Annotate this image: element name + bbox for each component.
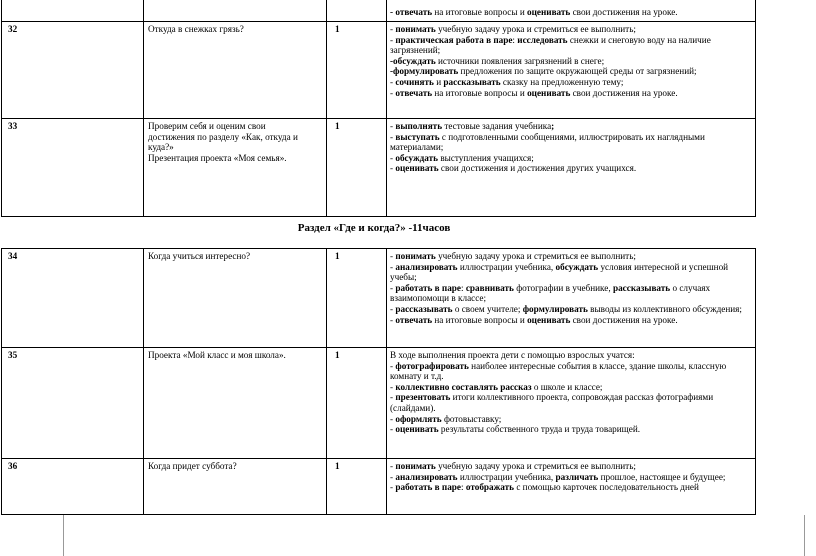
topic-line: Когда придет суббота? — [148, 461, 237, 471]
emphasized-verb: обсуждать — [395, 152, 439, 163]
emphasized-verb: сочинять — [395, 76, 434, 87]
student-activities — [387, 22, 756, 119]
activity-line — [390, 315, 751, 326]
emphasized-verb: отображать — [465, 482, 515, 493]
text-segment: иллюстрации учебника, — [457, 471, 556, 482]
text-segment: - — [390, 76, 396, 87]
emphasized-verb: оценивать — [395, 163, 439, 174]
emphasized-verb: обсуждать — [555, 261, 599, 272]
text-segment: - — [390, 251, 396, 261]
emphasized-verb: - отвечать — [390, 7, 433, 17]
empty-cell — [327, 0, 387, 22]
activity-line — [390, 283, 751, 304]
activity-line — [390, 350, 751, 361]
activity-line — [390, 461, 751, 472]
student-activities — [387, 459, 756, 515]
text-segment: : — [461, 482, 466, 493]
text-segment: - — [390, 163, 396, 174]
activity-line — [390, 262, 751, 283]
text-segment: условия интересной и успешной учебы; — [390, 261, 729, 283]
text-segment: фотовыставку; — [441, 413, 502, 424]
lesson-hours: 1 — [327, 459, 387, 515]
activity-line — [390, 361, 751, 382]
text-segment: на итоговые вопросы и — [432, 87, 528, 98]
activity-line — [390, 414, 751, 425]
table-row — [2, 22, 756, 119]
activity-line — [390, 77, 751, 88]
text-segment: - — [390, 282, 396, 293]
topic-line: достижения по разделу «Как, откуда и — [148, 131, 298, 142]
emphasized-verb: отвечать — [395, 87, 433, 98]
emphasized-verb: работать в паре — [395, 282, 461, 293]
text-segment: - — [390, 392, 396, 403]
emphasized-verb: -формулировать — [390, 66, 459, 77]
table-row — [2, 119, 756, 217]
activity-line — [390, 132, 751, 153]
text-segment: выступления учащихся; — [438, 152, 534, 163]
text-segment: свои достижения на уроке. — [570, 314, 678, 325]
text-segment: В ходе выполнения проекта дети с помощью взрослых учатся: — [390, 350, 635, 360]
emphasized-verb: ; — [551, 121, 555, 131]
topic-line: Презентация проекта «Моя семья». — [148, 152, 287, 163]
text-segment: - — [390, 152, 396, 163]
lesson-number: 34 — [2, 249, 144, 348]
emphasized-verb: выступать — [395, 131, 440, 142]
lesson-topic — [144, 22, 327, 119]
page-margin-line — [804, 515, 805, 556]
text-segment: о школе и классе; — [531, 381, 603, 392]
activity-line — [390, 472, 751, 483]
emphasized-verb: фотографировать — [395, 360, 469, 371]
topic-line: куда?» — [148, 142, 174, 153]
emphasized-verb: оценивать — [527, 87, 571, 98]
text-segment: прошлое, настоящее и будущее; — [598, 471, 726, 482]
activity-line — [390, 24, 751, 35]
activity-line — [390, 482, 751, 493]
emphasized-verb: оценивать — [527, 314, 571, 325]
emphasized-verb: анализировать — [395, 471, 458, 482]
activity-line — [390, 153, 751, 164]
activity-line — [390, 163, 751, 174]
topic-line: Когда учиться интересно? — [148, 251, 251, 261]
text-segment: фотографии в учебнике, — [513, 282, 613, 293]
text-segment: - — [390, 261, 396, 272]
emphasized-verb: сравнивать — [465, 282, 514, 293]
student-activities — [387, 119, 756, 217]
activity-line — [390, 56, 751, 67]
text-segment: с помощью карточек последовательность дней — [514, 482, 699, 493]
text-segment: наиболее интересные события в классе, здание школы, классную комнату и т.д. — [390, 360, 727, 382]
empty-cell — [144, 0, 327, 22]
text-segment: с подготовленными сообщениями, иллюстрировать их наглядными материалами; — [390, 131, 705, 153]
activity-line — [390, 392, 751, 413]
activity-line — [390, 7, 751, 18]
page-margin-line — [63, 515, 64, 556]
activity-line — [390, 304, 751, 315]
section-title: Раздел «Где и когда?» -11часов — [297, 222, 451, 234]
text-segment: - — [390, 303, 396, 314]
table-row — [2, 459, 756, 515]
text-segment: - — [390, 471, 396, 482]
topic-line: Проекта «Мой класс и моя школа». — [148, 350, 286, 360]
emphasized-verb: работать в паре — [395, 482, 461, 493]
activity-line — [390, 424, 751, 435]
student-activities — [387, 348, 756, 459]
text-segment: снежки и снеговую воду на наличие загрязнений; — [390, 34, 711, 56]
text-segment: на итоговые вопросы и — [432, 7, 528, 17]
text-segment: сказку на предложенную тему; — [500, 76, 624, 87]
activity-line — [390, 35, 751, 56]
emphasized-verb: оценивать — [527, 7, 571, 17]
table-row — [2, 348, 756, 459]
text-segment: свои достижения и достижения других учащихся. — [438, 163, 637, 174]
emphasized-verb: коллективно составлять рассказ — [395, 381, 532, 392]
emphasized-verb: рассказывать — [443, 76, 501, 87]
lesson-table-bottom — [1, 248, 756, 515]
text-segment: - — [390, 424, 396, 435]
text-segment: - — [390, 461, 396, 471]
emphasized-verb: понимать — [395, 461, 436, 471]
lesson-hours: 1 — [327, 348, 387, 459]
emphasized-verb: понимать — [395, 24, 436, 34]
text-segment: - — [390, 121, 396, 131]
text-segment: и — [433, 76, 444, 87]
emphasized-verb: различать — [555, 471, 599, 482]
emphasized-verb: анализировать — [395, 261, 458, 272]
lesson-topic — [144, 119, 327, 217]
text-segment: свои достижения на уроке. — [570, 87, 678, 98]
lesson-topic — [144, 249, 327, 348]
text-segment: итоги коллективного проекта, сопровождая рассказ фотографиями (слайдами). — [390, 392, 714, 413]
table-row-continued — [2, 0, 756, 22]
emphasized-verb: рассказывать — [612, 282, 671, 293]
text-segment: выводы из коллективного обсуждения; — [587, 303, 742, 314]
lesson-topic — [144, 348, 327, 459]
text-segment: - — [390, 34, 396, 45]
emphasized-verb: выполнять — [395, 121, 443, 131]
text-segment: - — [390, 87, 396, 98]
text-segment: - — [390, 482, 396, 493]
text-segment: : — [512, 34, 518, 45]
text-segment: - — [390, 314, 396, 325]
lesson-table-top — [1, 0, 756, 217]
lesson-number: 35 — [2, 348, 144, 459]
emphasized-verb: формулировать — [522, 303, 588, 314]
lesson-hours: 1 — [327, 119, 387, 217]
text-segment: учебную задачу урока и стремиться ее выполнить; — [435, 24, 636, 34]
table-row — [2, 249, 756, 348]
text-segment: предложения по защите окружающей среды от загрязнений; — [458, 66, 697, 77]
activity-line — [390, 66, 751, 77]
text-segment: - — [390, 360, 396, 371]
emphasized-verb: понимать — [395, 251, 436, 261]
text-segment: на итоговые вопросы и — [432, 314, 528, 325]
topic-line: Откуда в снежках грязь? — [148, 24, 244, 34]
text-segment: - — [390, 381, 396, 392]
emphasized-verb: -обсуждать — [390, 55, 436, 66]
lesson-hours: 1 — [327, 22, 387, 119]
text-segment: о своем учителе; — [452, 303, 523, 314]
activity-line — [390, 121, 751, 132]
text-segment: учебную задачу урока и стремиться ее выполнить; — [435, 251, 636, 261]
lesson-number: 36 — [2, 459, 144, 515]
text-segment: - — [390, 131, 396, 142]
emphasized-verb: оформлять — [395, 413, 442, 424]
topic-line: Проверим себя и оценим свои — [148, 121, 266, 131]
text-segment: - — [390, 24, 396, 34]
text-segment: : — [461, 282, 466, 293]
lesson-number: 32 — [2, 22, 144, 119]
student-activities — [387, 249, 756, 348]
lesson-number: 33 — [2, 119, 144, 217]
empty-cell — [2, 0, 144, 22]
activity-line — [390, 88, 751, 99]
emphasized-verb: исследовать — [517, 34, 568, 45]
text-segment: тестовые задания учебника — [442, 121, 552, 131]
text-segment: - — [390, 413, 396, 424]
text-segment: источники появления загрязнений в снеге; — [435, 55, 605, 66]
text-segment: иллюстрации учебника, — [457, 261, 556, 272]
text-segment: свои достижения на уроке. — [570, 7, 678, 17]
activity-line — [390, 251, 751, 262]
lesson-hours: 1 — [327, 249, 387, 348]
emphasized-verb: отвечать — [395, 314, 433, 325]
text-segment: о случаях взаимопомощи в классе; — [390, 282, 711, 304]
text-segment: учебную задачу урока и стремиться ее выполнить; — [435, 461, 636, 471]
text-segment: результаты собственного труда и труда товарищей. — [438, 424, 641, 435]
activity-line — [390, 382, 751, 393]
student-activities — [387, 0, 756, 22]
emphasized-verb: рассказывать — [395, 303, 453, 314]
emphasized-verb: практическая работа в паре — [395, 34, 513, 45]
lesson-topic — [144, 459, 327, 515]
emphasized-verb: презентовать — [395, 392, 451, 403]
emphasized-verb: оценивать — [395, 424, 439, 435]
